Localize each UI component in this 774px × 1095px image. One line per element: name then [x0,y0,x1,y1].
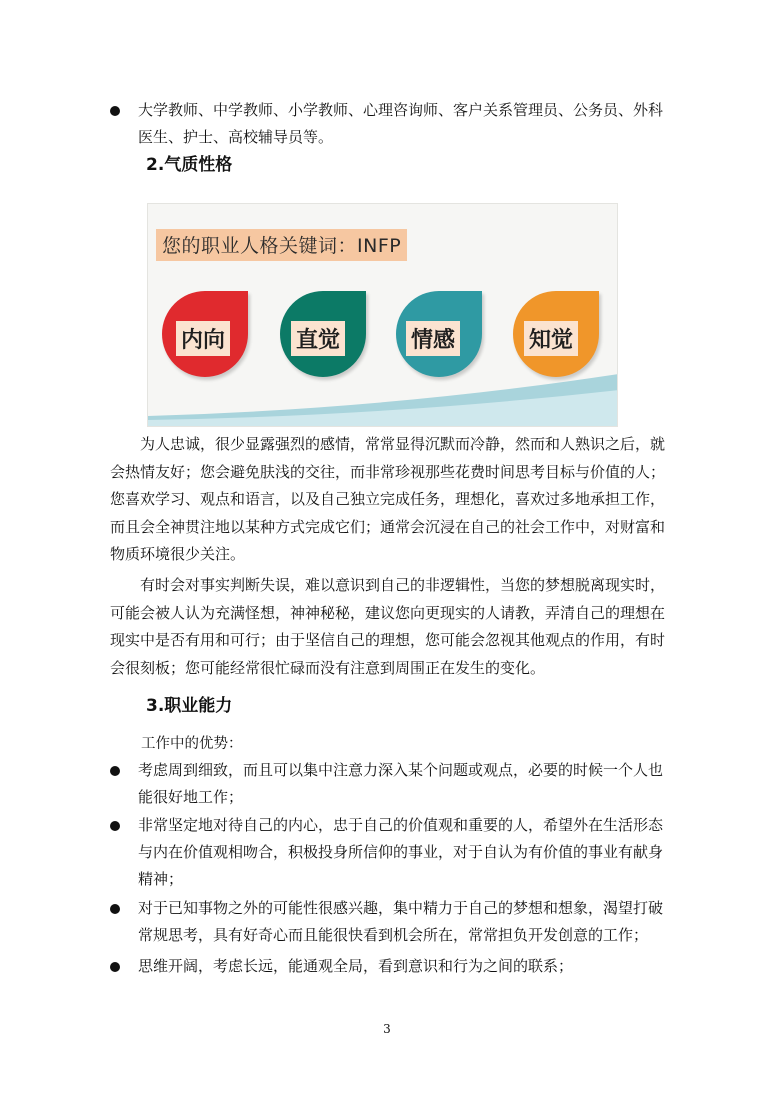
bullet-icon [110,962,120,972]
list-item [110,812,670,893]
trait-label-feeling: 情感 [406,321,460,356]
bullet-text: 大学教师、中学教师、小学教师、心理咨询师、客户关系管理员、公务员、外科医生、护士、高校辅导员等。 [138,101,664,146]
paragraph: 有时会对事实判断失误，难以意识到自己的非逻辑性，当您的梦想脱离现实时，可能会被人认为充满怪想，神神秘秘，建议您向更现实的人请教，弄清自己的理想在现实中是否有用和可行；由于坚信自己的理想，您可能会忽视其他观点的作用，有时会很刻板；您可能经常很忙碌而没有注意到周围正在发生的变化。 [110,576,666,677]
page-number: 3 [383,1022,391,1036]
list-item [110,953,670,980]
bullet-icon [110,821,120,831]
trait-label-perceiving: 知觉 [524,321,578,356]
bullet-icon [110,106,120,116]
bullet-text: 思维开阔，考虑长远，能通观全局，看到意识和行为之间的联系； [138,957,574,975]
bullet-text: 对于已知事物之外的可能性很感兴趣，集中精力于自己的梦想和想象，渴望打破常规思考，具有好奇心而且能很快看到机会所在，常常担负开发创意的工作； [138,899,664,944]
strengths-subheading: 工作中的优势： [141,736,243,752]
bullet-icon [110,766,120,776]
paragraph: 为人忠诚，很少显露强烈的感情，常常显得沉默而冷静，然而和人熟识之后，就会热情友好；您会避免肤浅的交往，而非常珍视那些花费时间思考目标与价值的人；您喜欢学习、观点和语言，以及自己独立完成任务，理想化，喜欢过多地承担工作，而且会全神贯注地以某种方式完成它们；通常会沉浸在自己的社会工作中，对财富和物质环境很少关注。 [110,435,666,563]
list-item [110,895,670,949]
bullet-icon [110,904,120,914]
personality-banner [147,203,618,427]
trait-label-intuition: 直觉 [291,321,345,356]
list-item [110,757,670,811]
bullet-text: 非常坚定地对待自己的内心，忠于自己的价值观和重要的人，希望外在生活形态与内在价值观相吻合，积极投身所信仰的事业，对于自认为有价值的事业有献身精神； [138,816,664,888]
trait-label-introvert: 内向 [176,321,230,356]
list-item [110,97,670,151]
section-3-heading: 3.职业能力 [146,696,233,716]
section-2-heading: 2.气质性格 [146,155,233,175]
bullet-text: 考虑周到细致，而且可以集中注意力深入某个问题或观点，必要的时候一个人也能很好地工作； [138,761,664,806]
banner-title: 您的职业人格关键词：INFP [156,229,407,261]
